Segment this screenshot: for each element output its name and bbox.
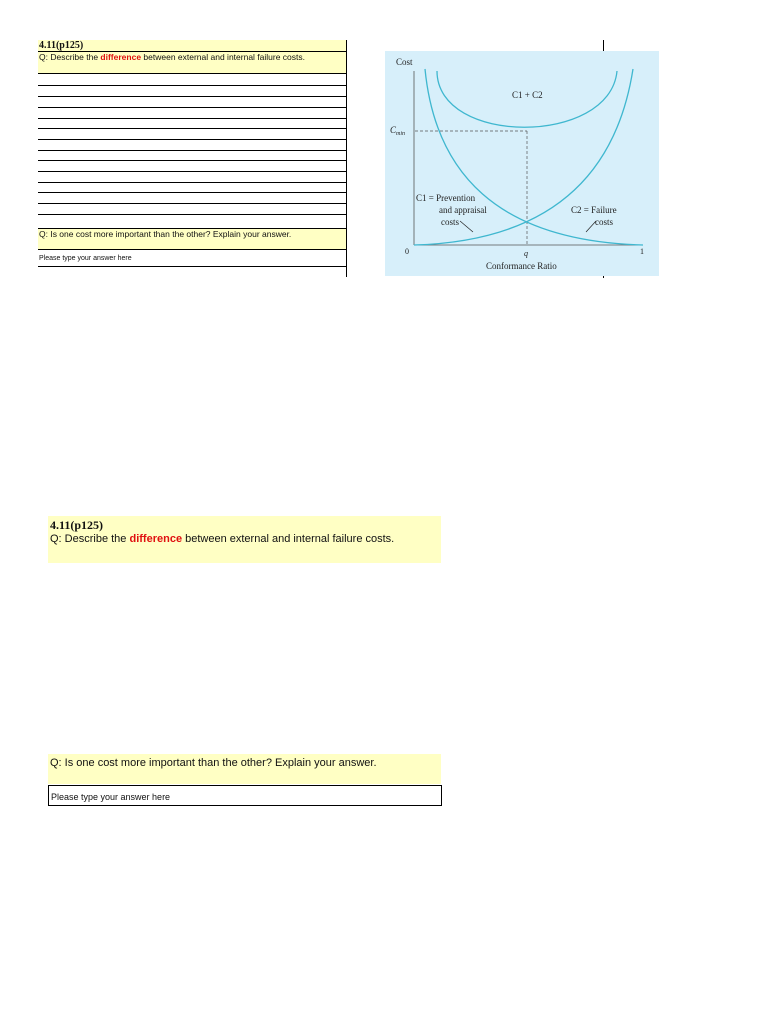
grid-row-line [38, 203, 346, 204]
x-tick-1: 1 [640, 247, 644, 256]
grid-column-line [603, 40, 604, 51]
c1-pointer [460, 221, 473, 232]
c2-label-line1: C2 = Failure [571, 205, 617, 215]
question-1-highlight: difference [100, 52, 142, 62]
question-1-prefix: Q: Describe the [39, 52, 101, 62]
answer-input[interactable]: Please type your answer here [48, 785, 442, 806]
c2-label-line2: costs [595, 217, 613, 227]
section-title: 4.11(p125) [39, 40, 84, 51]
sum-curve-label: C1 + C2 [512, 90, 543, 100]
cmin-c: C [390, 125, 397, 135]
x-axis-label: Conformance Ratio [486, 261, 557, 271]
grid-column-line [346, 40, 347, 277]
grid-row-line [38, 107, 346, 108]
grid-row-line [38, 139, 346, 140]
y-axis-label: Cost [396, 57, 413, 67]
c1-label-line2: and appraisal [439, 205, 487, 215]
cost-conformance-figure [385, 51, 659, 276]
grid-row-line [38, 160, 346, 161]
lower-question-1-suffix: between external and internal failure costs. [182, 533, 395, 545]
question-2: Q: Is one cost more important than the other? Explain your answer. [39, 229, 292, 239]
x-tick-q: q [524, 249, 528, 258]
grid-row-line [38, 96, 346, 97]
grid-row-line [38, 118, 346, 119]
grid-row-line [38, 85, 346, 86]
cmin-label [390, 125, 405, 137]
grid-row-line [38, 249, 346, 250]
lower-question-1-prefix: Q: Describe the [50, 533, 130, 545]
lower-question-1-highlight: difference [129, 533, 183, 545]
question-1-suffix: between external and internal failure costs. [141, 52, 306, 62]
question-1 [39, 52, 305, 62]
lower-section-title: 4.11(p125) [50, 518, 104, 532]
grid-row-line [38, 192, 346, 193]
answer-cell[interactable]: Please type your answer here [39, 255, 132, 262]
grid-row-line [38, 171, 346, 172]
grid-row-line [38, 73, 346, 74]
worksheet-table [38, 40, 658, 278]
lower-question-2: Q: Is one cost more important than the other? Explain your answer. [50, 757, 377, 769]
grid-row-line [38, 214, 346, 215]
lower-question-1 [50, 533, 394, 545]
question-1-block [48, 516, 441, 563]
c1-label-line3: costs [441, 217, 459, 227]
x-tick-0: 0 [405, 247, 409, 256]
grid-row-line [38, 266, 346, 267]
grid-row-line [38, 150, 346, 151]
cmin-sub: min [396, 131, 406, 137]
question-2-block [48, 754, 441, 784]
c1-label-line1: C1 = Prevention [416, 193, 476, 203]
grid-row-line [38, 182, 346, 183]
grid-row-line [38, 128, 346, 129]
cost-chart [385, 51, 659, 276]
